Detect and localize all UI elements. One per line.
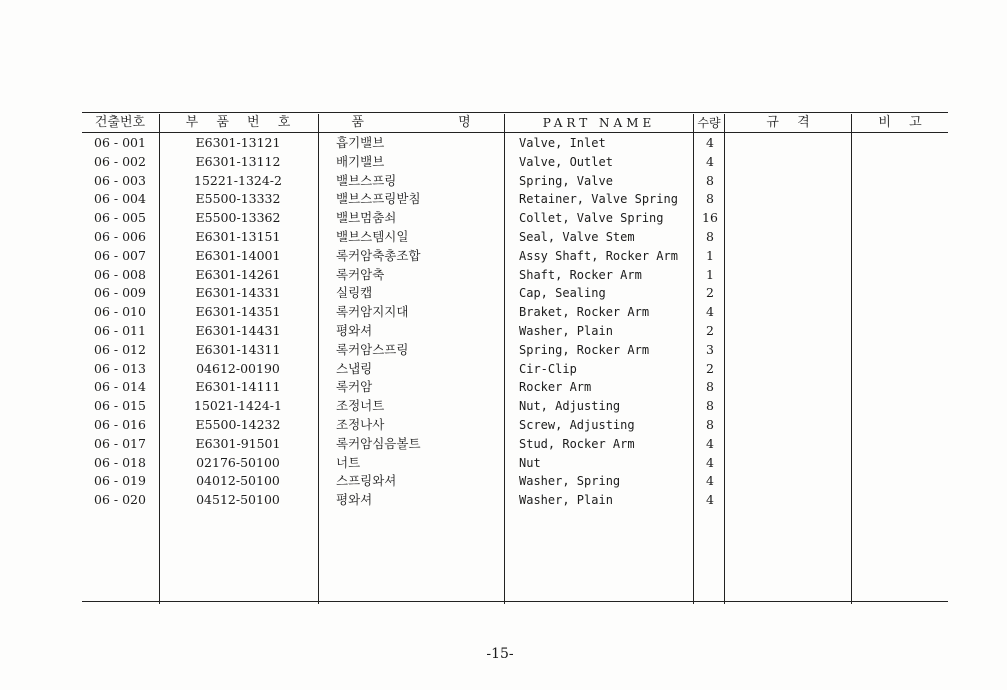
row-qty: 8 xyxy=(706,416,714,432)
header-part-name: PART NAME xyxy=(542,116,656,130)
row-part-no: E6301-14431 xyxy=(195,322,281,338)
header-korean-name: 품 명 xyxy=(351,115,471,130)
row-code: 06 - 005 xyxy=(94,210,146,226)
row-korean-name: 밸브스템시일 xyxy=(336,228,409,244)
row-korean-name: 록커암심음볼트 xyxy=(336,435,421,451)
row-qty: 2 xyxy=(706,360,714,376)
table-row xyxy=(0,360,1007,379)
table-row xyxy=(0,266,1007,285)
row-part-name: Collet, Valve Spring xyxy=(519,211,664,226)
row-qty: 2 xyxy=(706,322,714,338)
row-korean-name: 조정너트 xyxy=(336,398,385,414)
row-part-no: 04612-00190 xyxy=(196,360,280,376)
row-korean-name: 록커암 xyxy=(336,379,373,395)
row-korean-name: 밸브멈춤쇠 xyxy=(336,210,397,226)
row-part-no: E6301-14001 xyxy=(195,247,281,263)
header-bottom-rule xyxy=(82,132,948,133)
table-body xyxy=(0,134,1007,510)
row-part-no: E5500-14232 xyxy=(195,416,281,432)
row-korean-name: 배기밸브 xyxy=(336,153,385,169)
table-row xyxy=(0,134,1007,153)
row-qty: 1 xyxy=(706,266,714,282)
row-qty: 8 xyxy=(706,191,714,207)
row-code: 06 - 009 xyxy=(94,285,146,301)
table-row xyxy=(0,228,1007,247)
row-qty: 8 xyxy=(706,172,714,188)
row-part-no: E6301-14351 xyxy=(195,304,281,320)
row-code: 06 - 015 xyxy=(94,398,146,414)
table-row xyxy=(0,247,1007,266)
row-qty: 3 xyxy=(706,341,714,357)
table-row xyxy=(0,472,1007,491)
table-bottom-rule xyxy=(82,601,948,602)
row-part-name: Valve, Inlet xyxy=(519,136,606,150)
row-part-name: Cap, Sealing xyxy=(519,286,606,301)
row-code: 06 - 006 xyxy=(94,228,146,244)
table-row xyxy=(0,209,1007,228)
table-row xyxy=(0,322,1007,341)
row-korean-name: 스냅링 xyxy=(336,360,373,376)
table-row xyxy=(0,435,1007,454)
table-row xyxy=(0,416,1007,435)
row-part-no: E6301-91501 xyxy=(195,435,281,451)
row-part-name: Screw, Adjusting xyxy=(519,417,635,432)
table-row xyxy=(0,491,1007,510)
row-part-no: 15221-1324-2 xyxy=(194,172,282,188)
table-row xyxy=(0,378,1007,397)
row-korean-name: 조정나사 xyxy=(336,416,385,432)
row-part-no: E6301-13121 xyxy=(195,135,281,150)
row-part-name: Spring, Valve xyxy=(519,173,613,188)
row-part-no: 04512-50100 xyxy=(196,492,280,508)
row-part-no: E5500-13332 xyxy=(195,191,281,207)
row-part-name: Nut xyxy=(519,455,541,470)
row-code: 06 - 012 xyxy=(94,341,146,357)
row-code: 06 - 020 xyxy=(94,492,146,508)
row-qty: 4 xyxy=(706,153,714,169)
row-part-name: Rocker Arm xyxy=(519,380,592,395)
row-part-name: Washer, Spring xyxy=(519,474,621,489)
row-code: 06 - 014 xyxy=(94,379,146,395)
row-korean-name: 밸브스프링받침 xyxy=(336,191,421,207)
row-part-no: E6301-14261 xyxy=(195,266,281,282)
row-part-name: Nut, Adjusting xyxy=(519,399,621,414)
row-qty: 16 xyxy=(702,210,718,226)
row-korean-name: 록커암지지대 xyxy=(336,304,409,320)
row-code: 06 - 016 xyxy=(94,416,146,432)
row-korean-name: 흡기밸브 xyxy=(336,135,385,150)
header-spec: 규 격 xyxy=(766,115,810,130)
row-part-name: Cir-Clip xyxy=(519,361,577,376)
row-code: 06 - 007 xyxy=(94,247,146,263)
row-part-no: E5500-13362 xyxy=(195,210,281,226)
header-qty: 수량 xyxy=(697,116,721,130)
table-row xyxy=(0,454,1007,473)
row-korean-name: 너트 xyxy=(336,454,361,470)
row-code: 06 - 013 xyxy=(94,360,146,376)
row-part-name: Retainer, Valve Spring xyxy=(519,192,678,207)
header-part-no: 부 품 번 호 xyxy=(185,115,291,130)
row-korean-name: 실링캡 xyxy=(336,285,373,301)
row-code: 06 - 001 xyxy=(94,135,146,150)
row-code: 06 - 004 xyxy=(94,191,146,207)
row-code: 06 - 017 xyxy=(94,435,146,451)
row-qty: 8 xyxy=(706,398,714,414)
row-qty: 4 xyxy=(706,135,714,150)
row-code: 06 - 008 xyxy=(94,266,146,282)
table-row xyxy=(0,303,1007,322)
row-part-name: Stud, Rocker Arm xyxy=(519,436,635,451)
row-qty: 4 xyxy=(706,473,714,489)
table-row xyxy=(0,172,1007,191)
table-top-rule xyxy=(82,112,948,113)
row-part-name: Seal, Valve Stem xyxy=(519,229,635,244)
row-part-name: Valve, Outlet xyxy=(519,154,613,169)
row-korean-name: 록커암축총조합 xyxy=(336,247,421,263)
row-code: 06 - 011 xyxy=(94,322,146,338)
row-qty: 4 xyxy=(706,454,714,470)
row-qty: 8 xyxy=(706,379,714,395)
row-part-no: E6301-14331 xyxy=(195,285,281,301)
row-korean-name: 밸브스프링 xyxy=(336,172,397,188)
row-qty: 4 xyxy=(706,304,714,320)
row-part-name: Washer, Plain xyxy=(519,323,613,338)
row-korean-name: 평와셔 xyxy=(336,492,373,508)
row-qty: 4 xyxy=(706,435,714,451)
table-row xyxy=(0,397,1007,416)
row-part-no: E6301-13151 xyxy=(195,228,281,244)
row-qty: 4 xyxy=(706,492,714,508)
row-qty: 1 xyxy=(706,247,714,263)
row-part-no: 15021-1424-1 xyxy=(194,398,282,414)
row-korean-name: 평와셔 xyxy=(336,322,373,338)
row-part-no: E6301-14111 xyxy=(195,379,281,395)
row-korean-name: 록커암축 xyxy=(336,266,385,282)
row-qty: 8 xyxy=(706,228,714,244)
row-part-no: 04012-50100 xyxy=(196,473,280,489)
row-part-name: Assy Shaft, Rocker Arm xyxy=(519,248,678,263)
row-part-name: Washer, Plain xyxy=(519,493,613,508)
table-row xyxy=(0,341,1007,360)
row-part-name: Spring, Rocker Arm xyxy=(519,342,650,357)
header-remark: 비 고 xyxy=(878,115,922,130)
row-code: 06 - 010 xyxy=(94,304,146,320)
table-row xyxy=(0,153,1007,172)
row-korean-name: 스프링와셔 xyxy=(336,473,397,489)
row-part-no: 02176-50100 xyxy=(196,454,280,470)
row-code: 06 - 002 xyxy=(94,153,146,169)
row-korean-name: 록커암스프링 xyxy=(336,341,409,357)
row-code: 06 - 019 xyxy=(94,473,146,489)
table-row xyxy=(0,284,1007,303)
header-code: 건출번호 xyxy=(94,115,146,130)
row-code: 06 - 018 xyxy=(94,454,146,470)
row-qty: 2 xyxy=(706,285,714,301)
row-part-no: E6301-14311 xyxy=(195,341,281,357)
row-part-name: Braket, Rocker Arm xyxy=(519,305,650,320)
page-number: -15- xyxy=(486,646,514,662)
row-part-no: E6301-13112 xyxy=(195,153,281,169)
row-code: 06 - 003 xyxy=(94,172,146,188)
table-row xyxy=(0,190,1007,209)
row-part-name: Shaft, Rocker Arm xyxy=(519,267,642,282)
